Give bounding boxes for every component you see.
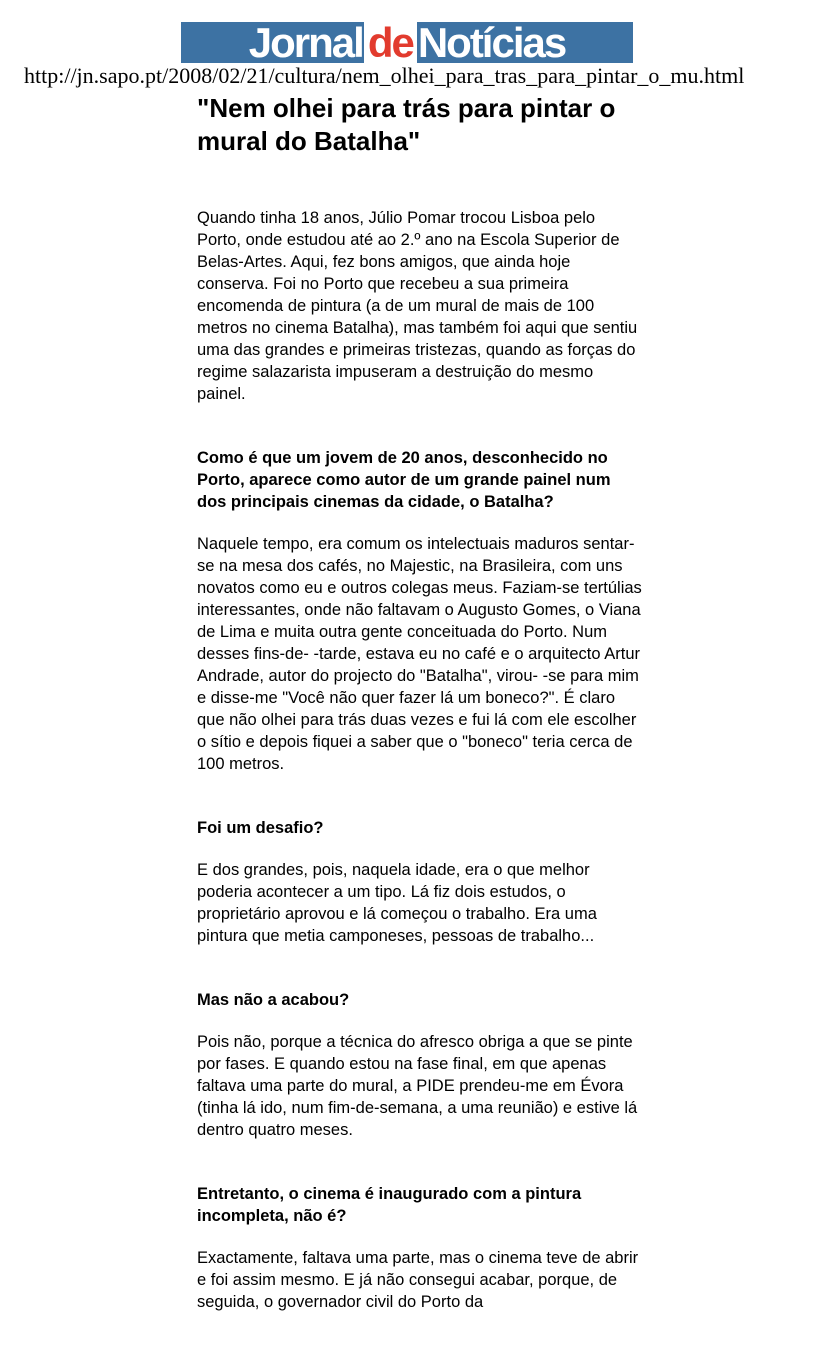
interview-question: Entretanto, o cinema é inaugurado com a pintura incompleta, não é? bbox=[197, 1185, 582, 1225]
article-url: http://jn.sapo.pt/2008/02/21/cultura/nem_olhei_para_tras_para_pintar_o_mu.html bbox=[24, 63, 745, 88]
article-body bbox=[197, 207, 643, 1313]
interview-answer: Exactamente, faltava uma parte, mas o cinema teve de abrir e foi assim mesmo. E já não consegui acabar, porque, de seguida, o governador civil do Porto da bbox=[197, 1249, 639, 1311]
interview-answer: Naquele tempo, era comum os intelectuais maduros sentar-se na mesa dos cafés, no Majestic, na Brasileira, com uns novatos como eu e outros colegas meus. Faziam-se tertúlias interessantes, onde não faltavam o Augusto Gomes, o Viana de Lima e muita outra gente conceituada do Porto. Num desses fins-de- -tarde, estava eu no café e o arquitecto Artur Andrade, autor do projecto do "Batalha", virou- -se para mim e disse-me "Você não quer fazer lá um boneco?". É claro que não olhei para trás duas vezes e fui lá com ele escolher o sítio e depois fiquei a saber que o "boneco" teria cerca de 100 metros. bbox=[197, 535, 642, 773]
interview-answer: E dos grandes, pois, naquela idade, era o que melhor poderia acontecer a um tipo. Lá fiz dois estudos, o proprietário aprovou e lá começou o trabalho. Era uma pintura que metia camponeses, pessoas de trabalho... bbox=[197, 861, 597, 945]
logo-word-de: de bbox=[364, 22, 417, 63]
interview-question: Como é que um jovem de 20 anos, desconhecido no Porto, aparece como autor de um grande painel num dos principais cinemas da cidade, o Batalha? bbox=[197, 449, 611, 511]
intro-paragraph: Quando tinha 18 anos, Júlio Pomar trocou Lisboa pelo Porto, onde estudou até ao 2.º ano na Escola Superior de Belas-Artes. Aqui, fez bons amigos, que ainda hoje conserva. Foi no Porto que recebeu a sua primeira encomenda de pintura (a de um mural de mais de 100 metros no cinema Batalha), mas também foi aqui que sentiu uma das grandes e primeiras tristezas, quando as forças do regime salazarista impuseram a destruição do mesmo painel. bbox=[197, 209, 638, 403]
interview-question: Foi um desafio? bbox=[197, 819, 324, 837]
article-headline: "Nem olhei para trás para pintar o mural do Batalha" bbox=[197, 93, 616, 156]
jornal-de-noticias-logo bbox=[181, 19, 633, 66]
logo-word-jornal: Jornal bbox=[248, 19, 363, 66]
interview-answer: Pois não, porque a técnica do afresco obriga a que se pinte por fases. E quando estou na fase final, em que apenas faltava uma parte do mural, a PIDE prendeu-me em Évora (tinha lá ido, num fim-de-semana, a uma reunião) e estive lá dentro quatro meses. bbox=[197, 1033, 638, 1139]
logo-word-noticias: Notícias bbox=[417, 19, 566, 66]
interview-question: Mas não a acabou? bbox=[197, 991, 350, 1009]
